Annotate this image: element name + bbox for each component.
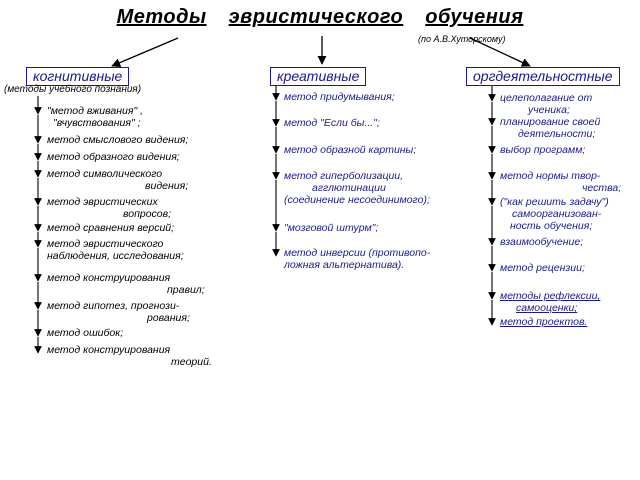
method-line: "мозговой штурм"; (284, 222, 379, 234)
page-title (0, 6, 640, 29)
cognitive-method-1 (47, 105, 143, 129)
title-word-1: Методы (116, 6, 207, 28)
creative-method-2 (284, 117, 380, 129)
cognitive-method-5 (47, 196, 171, 220)
method-line: метод инверсии (противопо- (284, 247, 431, 259)
method-line: метод эвристических (47, 196, 158, 208)
method-line: наблюдения, исследования; (47, 250, 184, 262)
method-line: выбор программ; (500, 144, 586, 156)
method-line: видения; (145, 180, 189, 192)
method-line: метод символического (47, 168, 163, 180)
method-line: самоорганизован- (512, 208, 602, 220)
creative-method-4 (284, 170, 430, 206)
method-line: метод конструирования (47, 272, 171, 284)
method-line: вопросов; (123, 208, 172, 220)
creative-method-6 (284, 247, 430, 271)
method-line: рования; (147, 312, 190, 324)
method-line: метод сравнения версий; (47, 222, 175, 234)
cognitive-method-11 (47, 344, 212, 368)
method-line: метод гипотез, прогнози- (47, 300, 180, 312)
method-line: метод смыслового видения; (47, 134, 189, 146)
org-method-9 (500, 316, 587, 328)
method-line: метод придумывания; (284, 91, 395, 103)
title-word-2: эвристического (228, 6, 404, 28)
org-method-4 (500, 170, 621, 194)
cognitive-method-6 (47, 222, 174, 234)
method-line: ученика; (528, 104, 570, 116)
subtitle-author: (по А.В.Хуторскому) (418, 34, 506, 44)
method-line: метод эвристического (47, 238, 164, 250)
cognitive-method-2 (47, 134, 188, 146)
org-method-2 (500, 116, 600, 140)
method-line: метод конструирования (47, 344, 171, 356)
method-line: целеполагание от (500, 92, 593, 104)
method-line: правил; (167, 284, 205, 296)
cognitive-method-7 (47, 238, 184, 262)
method-line: метод ошибок; (47, 327, 124, 339)
branch-arrow-cognitive (112, 38, 178, 66)
method-line: "метод вживания" , (47, 105, 144, 117)
cognitive-method-10 (47, 327, 123, 339)
method-line: чества; (582, 182, 622, 194)
method-line: метод рецензии; (500, 262, 585, 274)
category-cognitive-note: (методы учебного познания) (4, 84, 142, 95)
cognitive-method-3 (47, 151, 180, 163)
method-line: самооценки; (516, 302, 578, 314)
category-cognitive: когнитивные (26, 67, 129, 86)
cognitive-method-4 (47, 168, 188, 192)
method-line: теорий. (171, 356, 212, 368)
method-line: агглютинации (312, 182, 386, 194)
method-line: метод нормы твор- (500, 170, 601, 182)
method-line: ложная альтернатива). (284, 259, 405, 271)
org-method-5 (500, 196, 609, 232)
org-method-7 (500, 262, 585, 274)
title-word-3: обучения (425, 6, 524, 28)
category-orgactivity: оргдеятельностные (466, 67, 620, 86)
org-method-6 (500, 236, 583, 248)
creative-method-1 (284, 91, 395, 103)
method-line: методы рефлексии, (500, 290, 601, 302)
method-line: планирование своей (500, 116, 601, 128)
method-line: ("как решить задачу") (500, 196, 609, 208)
method-line: метод "Если бы..."; (284, 117, 380, 129)
method-line: деятельности; (518, 128, 596, 140)
method-line: метод образной картины; (284, 144, 417, 156)
method-line: метод проектов. (500, 316, 588, 328)
org-method-1 (500, 92, 592, 116)
category-creative: креативные (270, 67, 366, 86)
method-line: метод образного видения; (47, 151, 180, 163)
org-method-3 (500, 144, 585, 156)
method-line: ность обучения; (510, 220, 593, 232)
method-line: взаимообучение; (500, 236, 584, 248)
method-line: метод гиперболизации, (284, 170, 404, 182)
method-line: "вчувствования" ; (53, 117, 141, 129)
creative-method-3 (284, 144, 416, 156)
method-line: (соединение несоединимого); (284, 194, 430, 206)
cognitive-method-8 (47, 272, 205, 296)
cognitive-method-9 (47, 300, 190, 324)
creative-method-5 (284, 222, 378, 234)
org-method-8 (500, 290, 600, 314)
